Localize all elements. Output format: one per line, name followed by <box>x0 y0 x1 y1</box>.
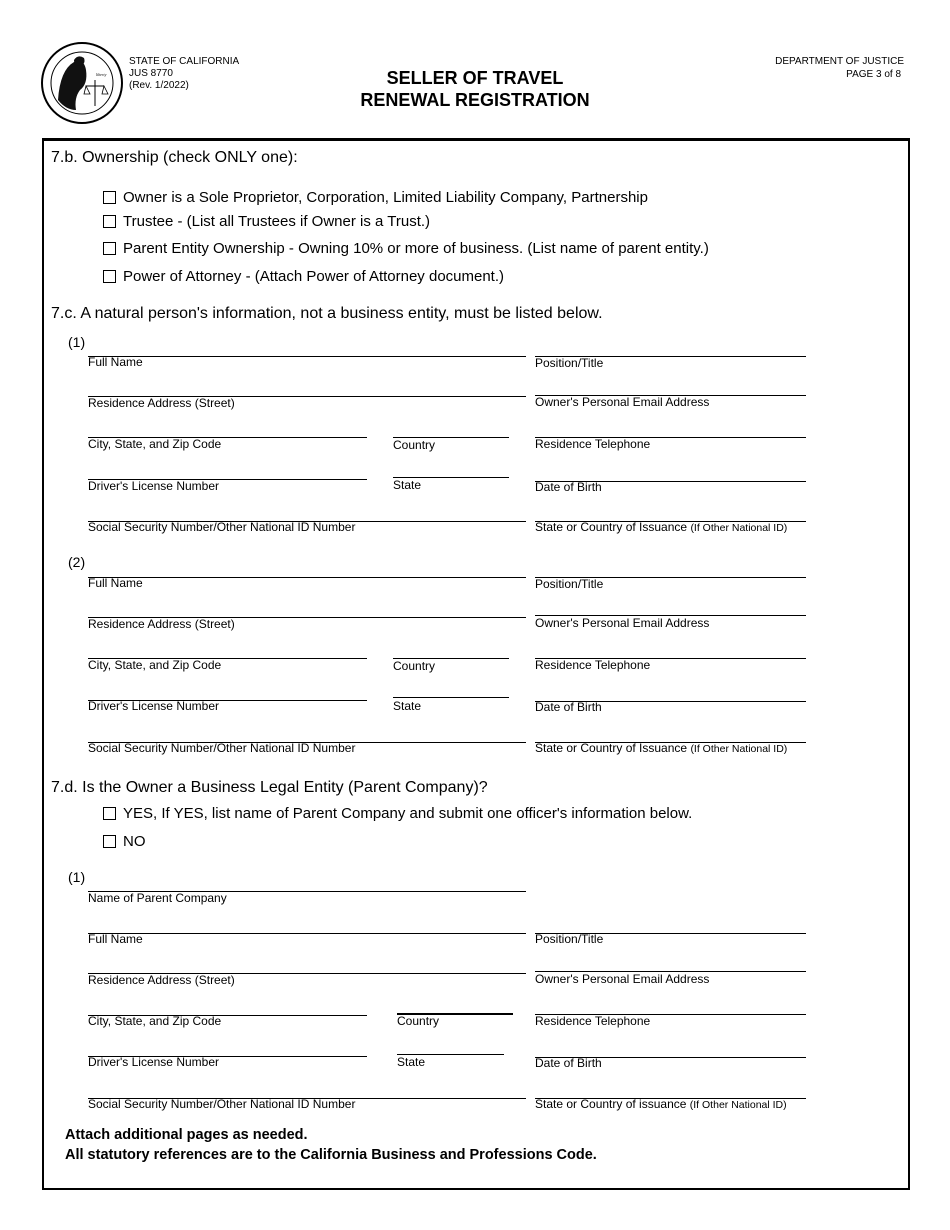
full-name-label: Full Name <box>88 355 143 369</box>
license-state-label: State <box>393 699 422 713</box>
date-of-birth-label: Date of Birth <box>535 700 602 714</box>
drivers-license-label: Driver's License Number <box>88 1055 219 1069</box>
residence-telephone-label: Residence Telephone <box>535 437 651 451</box>
option-no[interactable]: NO <box>103 833 146 850</box>
issuance-label: State or Country of issuance (If Other National ID) <box>535 1097 787 1111</box>
city-state-zip-label: City, State, and Zip Code <box>88 1014 222 1028</box>
personal-email-label: Owner's Personal Email Address <box>535 972 710 986</box>
header-revision: (Rev. 1/2022) <box>129 80 189 91</box>
ssn-label: Social Security Number/Other National ID Number <box>88 520 356 534</box>
entry-number: (1) <box>68 869 86 885</box>
option-sole-proprietor[interactable]: Owner is a Sole Proprietor, Corporation, Limited Liability Company, Partnership <box>103 189 648 206</box>
personal-email-label: Owner's Personal Email Address <box>535 616 710 630</box>
checkbox[interactable] <box>103 242 116 255</box>
entry-number: (1) <box>68 334 86 350</box>
section-7c-heading: 7.c. A natural person's information, not a business entity, must be listed below. <box>51 305 603 322</box>
issuance-label: State or Country of Issuance (If Other National ID) <box>535 741 788 755</box>
residence-address-label: Residence Address (Street) <box>88 617 235 631</box>
footer-note-1: Attach additional pages as needed. <box>65 1127 308 1143</box>
license-state-label: State <box>393 478 422 492</box>
drivers-license-label: Driver's License Number <box>88 479 219 493</box>
entry-number: (2) <box>68 554 86 570</box>
section-7b-heading: 7.b. Ownership (check ONLY one): <box>51 149 298 166</box>
license-state-label: State <box>397 1055 426 1069</box>
position-title-label: Position/Title <box>535 932 604 946</box>
ssn-label: Social Security Number/Other National ID Number <box>88 1097 356 1111</box>
header-page-number: PAGE 3 of 8 <box>846 69 901 80</box>
residence-telephone-label: Residence Telephone <box>535 658 651 672</box>
checkbox[interactable] <box>103 191 116 204</box>
drivers-license-label: Driver's License Number <box>88 699 219 713</box>
full-name-label: Full Name <box>88 576 143 590</box>
country-label: Country <box>397 1014 440 1028</box>
city-state-zip-label: City, State, and Zip Code <box>88 437 222 451</box>
option-trustee[interactable]: Trustee - (List all Trustees if Owner is a Trust.) <box>103 213 430 230</box>
option-power-of-attorney[interactable]: Power of Attorney - (Attach Power of Attorney document.) <box>103 268 504 285</box>
license-state-field[interactable] <box>393 697 509 698</box>
form-title-line2: RENEWAL REGISTRATION <box>360 90 590 110</box>
date-of-birth-label: Date of Birth <box>535 480 602 494</box>
footer-note-2: All statutory references are to the California Business and Professions Code. <box>65 1147 597 1163</box>
country-label: Country <box>393 659 436 673</box>
checkbox[interactable] <box>103 807 116 820</box>
header-department: DEPARTMENT OF JUSTICE <box>775 56 904 67</box>
date-of-birth-label: Date of Birth <box>535 1056 602 1070</box>
option-parent-entity[interactable]: Parent Entity Ownership - Owning 10% or more of business. (List name of parent entity.) <box>103 240 709 257</box>
parent-company-name-label: Name of Parent Company <box>88 891 227 905</box>
position-title-label: Position/Title <box>535 577 604 591</box>
checkbox[interactable] <box>103 835 116 848</box>
residence-address-label: Residence Address (Street) <box>88 396 235 410</box>
full-name-field[interactable] <box>88 577 526 578</box>
full-name-field[interactable] <box>88 933 526 934</box>
position-title-label: Position/Title <box>535 356 604 370</box>
svg-text:liberty: liberty <box>96 72 107 77</box>
checkbox[interactable] <box>103 215 116 228</box>
full-name-label: Full Name <box>88 932 143 946</box>
ssn-label: Social Security Number/Other National ID Number <box>88 741 356 755</box>
residence-address-label: Residence Address (Street) <box>88 973 235 987</box>
issuance-label: State or Country of Issuance (If Other National ID) <box>535 520 788 534</box>
checkbox[interactable] <box>103 270 116 283</box>
option-yes[interactable]: YES, If YES, list name of Parent Company and submit one officer's information below. <box>103 805 692 822</box>
form-title-line1: SELLER OF TRAVEL <box>386 68 564 88</box>
personal-email-label: Owner's Personal Email Address <box>535 395 710 409</box>
section-7d-heading: 7.d. Is the Owner a Business Legal Entity (Parent Company)? <box>51 779 488 796</box>
header-state: STATE OF CALIFORNIA <box>129 56 240 67</box>
city-state-zip-label: City, State, and Zip Code <box>88 658 222 672</box>
residence-telephone-label: Residence Telephone <box>535 1014 651 1028</box>
country-label: Country <box>393 438 436 452</box>
header-form-number: JUS 8770 <box>129 68 173 79</box>
full-name-field[interactable] <box>88 356 526 357</box>
